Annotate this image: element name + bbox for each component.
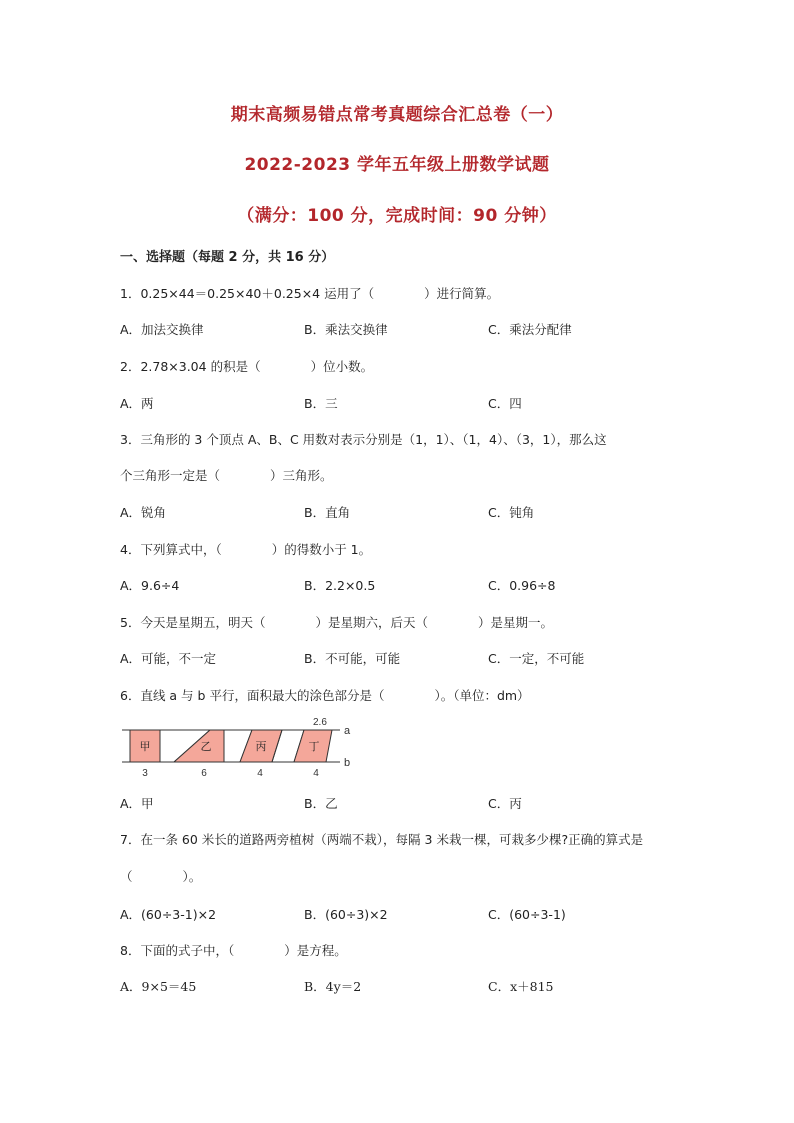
q8-option-c[interactable]: C．x＋815 (488, 979, 554, 994)
q6-option-c[interactable]: C．丙 (488, 796, 522, 811)
q7-option-a[interactable]: A．(60÷3-1)×2 (120, 907, 217, 922)
exam-subtitle: 2022-2023 学年五年级上册数学试题 (244, 155, 550, 175)
q5-option-b[interactable]: B．不可能，可能 (304, 651, 401, 666)
q1-option-c[interactable]: C．乘法分配律 (488, 322, 572, 337)
q7-option-c[interactable]: C．(60÷3-1) (488, 907, 566, 922)
shape-bing-label: 丙 (255, 741, 267, 753)
q1-option-b[interactable]: B．乘法交换律 (304, 322, 388, 337)
q8-option-a[interactable]: A．9×5＝45 (120, 979, 197, 994)
q7-option-b[interactable]: B．(60÷3)×2 (304, 907, 388, 922)
height-label: 2.6 (313, 717, 327, 728)
shape-yi-base: 6 (201, 768, 207, 779)
question-7: 7．在一条 60 米长的道路两旁植树（两端不栽），每隔 3 米栽一棵，可栽多少棵?正确的算式是 (120, 832, 644, 847)
q3-option-b[interactable]: B．直角 (304, 505, 351, 520)
q5-option-a[interactable]: A．可能，不一定 (120, 651, 217, 666)
exam-score-time: （满分：100 分，完成时间：90 分钟） (237, 206, 557, 226)
question-3-cont: 个三角形一定是（ ）三角形。 (120, 468, 333, 483)
q2-option-b[interactable]: B．三 (304, 396, 338, 411)
question-8: 8．下面的式子中，（ ）是方程。 (120, 943, 347, 958)
shape-bing-base: 4 (257, 768, 263, 779)
question-7-cont: （ ）。 (120, 869, 202, 884)
shape-ding-base: 4 (313, 768, 319, 779)
question-6: 6．直线 a 与 b 平行，面积最大的涂色部分是（ ）。（单位：dm） (120, 688, 530, 703)
question-2: 2．2.78×3.04 的积是（ ）位小数。 (120, 359, 374, 374)
shape-yi (174, 730, 224, 762)
q5-option-c[interactable]: C．一定，不可能 (488, 651, 585, 666)
q4-option-a[interactable]: A．9.6÷4 (120, 578, 180, 593)
shape-ding-label: 丁 (308, 741, 320, 753)
q4-option-b[interactable]: B．2.2×0.5 (304, 578, 376, 593)
line-b-label: b (344, 757, 351, 769)
q6-option-a[interactable]: A．甲 (120, 796, 154, 811)
question-3: 3．三角形的 3 个顶点 A、B、C 用数对表示分别是（1，1）、（1，4）、（3，1），那么这 (120, 432, 607, 447)
question-1: 1．0.25×44＝0.25×40＋0.25×4 运用了（ ）进行简算。 (120, 286, 500, 301)
question-5: 5．今天是星期五，明天（ ）是星期六，后天（ ）是星期一。 (120, 615, 553, 630)
parallel-lines-figure (118, 712, 368, 782)
q2-option-a[interactable]: A．两 (120, 396, 154, 411)
q6-option-b[interactable]: B．乙 (304, 796, 338, 811)
q2-option-c[interactable]: C．四 (488, 396, 522, 411)
q3-option-a[interactable]: A．锐角 (120, 505, 167, 520)
q4-option-c[interactable]: C．0.96÷8 (488, 578, 556, 593)
section-heading: 一、选择题（每题 2 分，共 16 分） (120, 250, 335, 265)
shape-yi-label: 乙 (200, 741, 212, 753)
shape-jia-label: 甲 (139, 741, 151, 753)
q1-option-a[interactable]: A．加法交换律 (120, 322, 204, 337)
exam-title: 期末高频易错点常考真题综合汇总卷（一） (230, 105, 564, 125)
line-a-label: a (344, 725, 351, 737)
question-4: 4．下列算式中，（ ）的得数小于 1。 (120, 542, 372, 557)
shape-jia-base: 3 (142, 768, 148, 779)
q8-option-b[interactable]: B．4y＝2 (304, 979, 362, 994)
q3-option-c[interactable]: C．钝角 (488, 505, 535, 520)
